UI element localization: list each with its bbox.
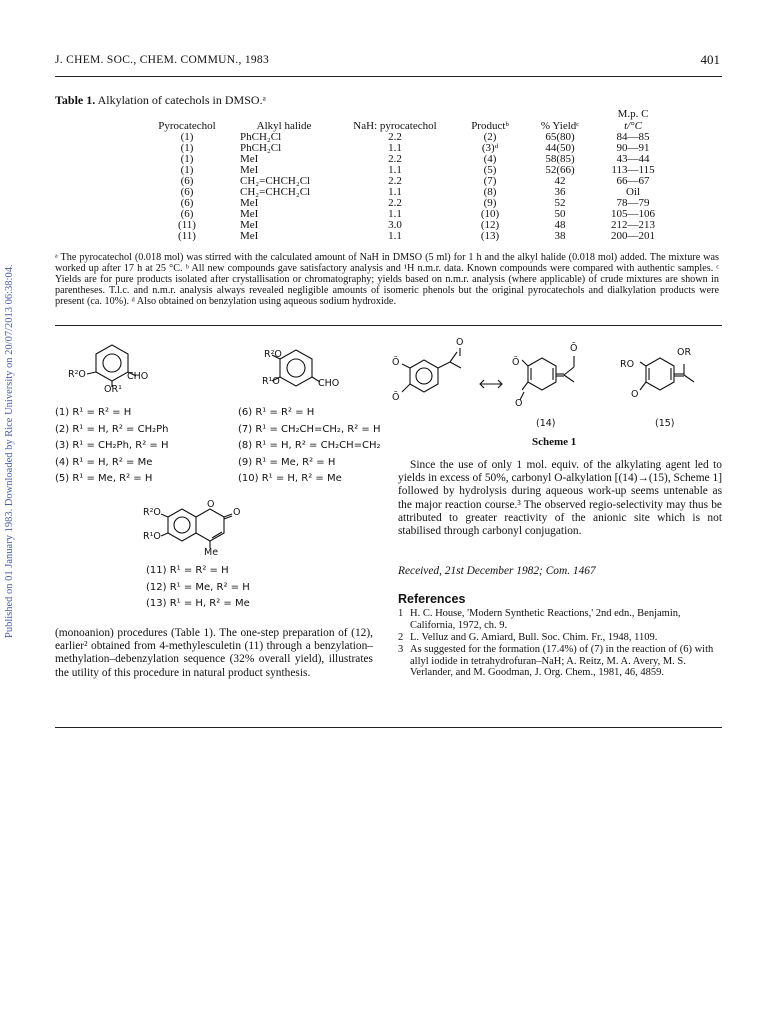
reference-item [398,632,722,644]
cell-alkyl-halide: MeI [240,230,259,242]
cell-yield: 42 [554,175,566,187]
cell-alkyl-halide: PhCH₂Cl [240,131,282,143]
reference-number: 1 [398,608,404,619]
aromatic-circle-4 [416,368,432,384]
scheme-o-bottom-c: O [631,389,639,400]
col-mp-line2: t/°C [624,120,642,132]
compound-definition: (12) R¹ = Me, R² = H [146,581,250,593]
cell-pyrocatechol: (1) [180,142,194,154]
col-pyrocatechol: Pyrocatechol [158,120,216,132]
scheme-ro-label: RO [620,359,635,370]
cell-yield: 52 [554,197,566,209]
compound-15-label: (15) [655,418,675,429]
col-product: Productᵇ [471,120,509,132]
col-mp-line1: M.p. C [617,108,649,120]
coumarin-me-label: Me [204,547,219,558]
cell-ratio: 2.2 [388,197,402,209]
cell-alkyl-halide: CH₂=CHCH₂Cl [240,186,311,198]
compound-definition: (6) R¹ = R² = H [238,407,315,418]
struct1-or1-label: OR¹ [104,384,122,395]
cell-alkyl-halide: MeI [240,208,259,220]
cell-yield: 44(50) [545,142,575,154]
struct2-cho-label: CHO [318,378,340,389]
cell-product: (9) [483,197,497,209]
references-heading: References [398,592,466,606]
cell-mp: 90—91 [616,142,650,154]
cell-product: (2) [483,131,497,143]
cell-alkyl-halide: MeI [240,164,259,176]
col-yield: % Yieldᶜ [540,120,580,132]
cell-ratio: 3.0 [388,219,402,231]
compound-definition: (7) R¹ = CH₂CH=CH₂, R² = H [238,423,381,435]
compound-definition: (5) R¹ = Me, R² = H [55,473,153,484]
cell-ratio: 1.1 [388,186,402,198]
cell-pyrocatechol: (1) [180,131,194,143]
cell-product: (12) [480,219,500,231]
cell-yield: 36 [554,186,566,198]
reference-number: 2 [398,632,404,643]
cell-mp: 84—85 [616,131,650,143]
cell-product: (4) [483,153,497,165]
cell-yield: 58(85) [545,153,575,165]
reference-item [398,608,722,631]
cell-alkyl-halide: MeI [240,219,259,231]
received-date: Received, 21st December 1982; Com. 1467 [398,565,596,577]
running-head: J. CHEM. SOC., CHEM. COMMUN., 1983 [55,54,270,66]
scheme-o-minus-a2: Ō [392,392,400,403]
compound-definition: (2) R¹ = H, R² = CH₂Ph [55,423,169,435]
benzene-ring-2 [280,350,312,386]
coumarin-r2o-label: R²O [143,507,161,518]
cell-pyrocatechol: (6) [180,175,194,187]
benzene-ring-1 [96,345,128,381]
cell-product: (3)ᵈ [481,142,499,154]
cell-alkyl-halide: MeI [240,197,259,209]
cell-pyrocatechol: (6) [180,197,194,209]
aromatic-circle-1 [103,354,121,372]
struct1-r2o-label: R²O [68,369,86,380]
cell-product: (7) [483,175,497,187]
reference-item [398,644,722,679]
reference-number: 3 [398,644,404,655]
cell-yield: 50 [554,208,566,220]
cell-alkyl-halide: CH₂=CHCH₂Cl [240,175,311,187]
compound-definition: (1) R¹ = R² = H [55,407,132,418]
scheme-o-top-a: O [456,337,464,348]
aromatic-circle-3 [174,517,190,533]
compound-definition: (11) R¹ = R² = H [146,565,229,576]
compound-definition: (8) R¹ = H, R² = CH₂CH=CH₂ [238,440,381,451]
left-column-text: (monoanion) procedures (Table 1). The one-step preparation of (12), earlier² obtained from 4-methylesculetin (11) through a benzylation–methylation–debenzylation sequence (32% overall yield), illustrates the utility of this procedure in natural product synthesis. [55,627,373,679]
cell-yield: 52(66) [545,164,575,176]
coumarin-r1o-label: R¹O [143,531,161,542]
scheme-or-label: OR [677,347,692,358]
compound-14-label: (14) [536,418,556,429]
cell-mp: 212—213 [611,219,655,231]
reference-text: L. Velluz and G. Amiard, Bull. Soc. Chim. Fr., 1948, 1109. [410,632,658,643]
compound-definition: (4) R¹ = H, R² = Me [55,456,153,468]
cell-ratio: 2.2 [388,153,402,165]
cell-yield: 65(80) [545,131,575,143]
cell-ratio: 1.1 [388,142,402,154]
table-title-label: Table 1. [55,93,96,107]
cell-alkyl-halide: MeI [240,153,259,165]
cell-alkyl-halide: PhCH₂Cl [240,142,282,154]
cell-product: (10) [480,208,500,220]
download-notice: Published on 01 January 1983. Downloaded by Rice University on 20/07/2013 06:38:04. [4,264,15,638]
compound-definition: (10) R¹ = H, R² = Me [238,473,342,484]
aromatic-circle-2 [287,359,305,377]
cell-mp: 200—201 [611,230,655,242]
reference-text: H. C. House, 'Modern Synthetic Reactions,' 2nd edn., Benjamin, California, 1972, ch. 9. [410,608,681,631]
cell-ratio: 1.1 [388,164,402,176]
cell-mp: 66—67 [616,175,650,187]
table-title-text: Alkylation of catechols in DMSO.ᵃ [95,93,266,107]
cell-product: (13) [480,230,500,242]
col-ratio: NaH: pyrocatechol [353,120,437,132]
scheme-ring-a [410,360,438,392]
coumarin-ring-o-label: O [207,499,215,510]
struct2-r1o-label: R¹O [262,376,280,387]
cell-ratio: 2.2 [388,131,402,143]
cell-pyrocatechol: (6) [180,186,194,198]
compound-definition: (13) R¹ = H, R² = Me [146,598,250,609]
cell-product: (5) [483,164,497,176]
scheme-ring-c [646,358,674,390]
cell-mp: 43—44 [616,153,650,165]
right-column-text: Since the use of only 1 mol. equiv. of the alkylating agent led to yields in excess of 50%, carbonyl O-alkylation [(14)→(15), Scheme 1] followed by hydrolysis during aqueous work-up seems untenable as the major reaction course.³ The observed regio-selectivity may thus be attributed to greater reactivity of the anionic site which is not stabilised through carbonyl conjugation. [398,459,722,538]
col-alkyl-halide: Alkyl halide [256,120,312,132]
cell-pyrocatechol: (6) [180,208,194,220]
cell-pyrocatechol: (11) [178,219,196,231]
struct1-cho-label: CHO [127,371,149,382]
scheme-o-top-b: Ō [570,343,578,354]
scheme-o-minus-a1: Ō [392,357,400,368]
footer-rule [55,727,722,728]
cell-mp: 78—79 [616,197,650,209]
page-number: 401 [700,52,720,67]
cell-ratio: 1.1 [388,208,402,220]
compound-definition: (3) R¹ = CH₂Ph, R² = H [55,440,169,451]
coumarin-pyrone-ring [196,509,224,541]
struct2-r2o-label: R²O [264,349,282,360]
cell-ratio: 2.2 [388,175,402,187]
cell-pyrocatechol: (1) [180,164,194,176]
cell-pyrocatechol: (11) [178,230,196,242]
reference-text: As suggested for the formation (17.4%) of (7) in the reaction of (6) with allyl iodide in tetrahydrofuran–NaH; A. Reitz, M. A. Avery, M. S. Verlander, and M. Goodman, J. Org. Chem., 1981, 46, 4859. [410,644,714,679]
scheme-ring-b [528,358,556,390]
compound-definition: (9) R¹ = Me, R² = H [238,456,336,468]
cell-pyrocatechol: (1) [180,153,194,165]
table-footnote: ᵃ The pyrocatechol (0.018 mol) was stirred with the calculated amount of NaH in DMSO (5 ml) for 1 h and the alkyl halide (0.018 mol) added. The mixture was worked up after 17 h at 25 °C. ᵇ All new compounds gave satisfactory analysis and ¹H n.m.r. data. Known compounds were compared with authentic samples. ᶜ Yields are for pure products isolated after crystallisation or chromatography; yields based on n.m.r. analysis (where applicable) of crude mixtures are shown in parentheses. T.l.c. and n.m.r. analysis always revealed negligible amounts of isomeric phenols but the original pyrocatechols and dialkylation products were present (ca. 10%). ᵈ Also obtained on benzylation using aqueous sodium hydroxide. [55,252,719,307]
scheme-o-minus-b: Ō [512,357,520,368]
cell-yield: 38 [554,230,566,242]
cell-yield: 48 [554,219,566,231]
cell-mp: 105—106 [611,208,655,220]
cell-product: (8) [483,186,497,198]
scheme-caption: Scheme 1 [532,436,577,448]
coumarin-benzene-ring [168,509,196,541]
cell-mp: 113—115 [611,164,655,176]
cell-mp: Oil [625,186,641,198]
scheme-o-bottom-b: O [515,398,523,409]
coumarin-carbonyl-o-label: O [233,507,241,518]
cell-ratio: 1.1 [388,230,402,242]
